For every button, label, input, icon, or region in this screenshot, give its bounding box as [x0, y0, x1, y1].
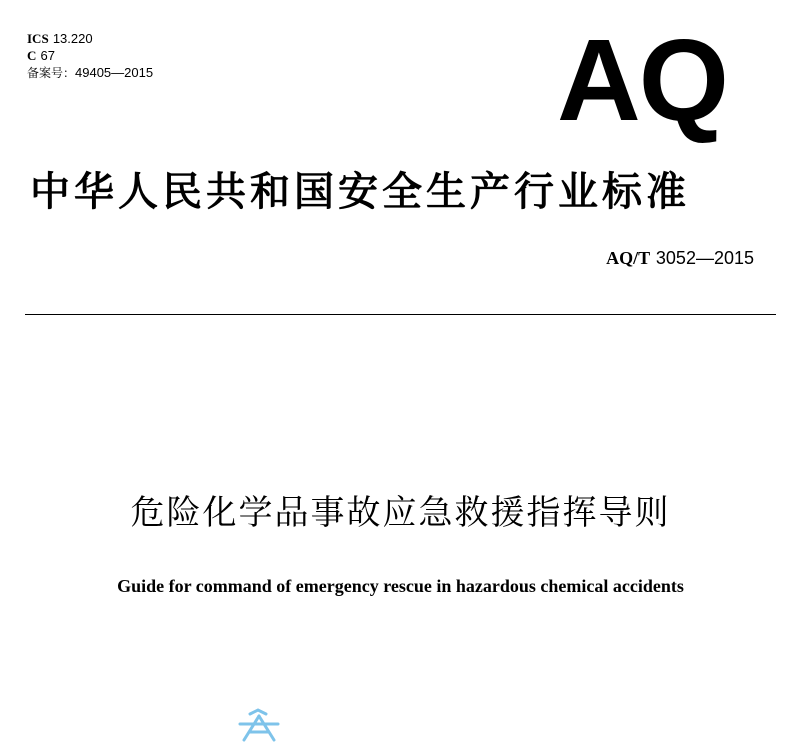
standard-category-title: 中华人民共和国安全生产行业标准	[30, 169, 690, 215]
record-value: 49405—2015	[75, 65, 154, 80]
ccs-label: C	[27, 48, 37, 63]
ics-line	[27, 31, 153, 48]
ccs-value: 67	[40, 48, 55, 63]
ics-label: ICS	[27, 31, 49, 46]
standard-code	[606, 248, 754, 269]
watermark-icon	[228, 708, 290, 742]
record-line	[27, 65, 153, 82]
record-label: 备案号：	[27, 66, 76, 80]
document-title-cn: 危险化学品事故应急救援指挥导则	[130, 493, 671, 533]
ccs-line	[27, 48, 153, 65]
standard-code-number: 3052—2015	[655, 248, 754, 268]
document-title-en: Guide for command of emergency rescue in hazardous chemical accidents	[117, 576, 684, 596]
aq-logo: AQ	[557, 15, 727, 145]
classification-block	[27, 31, 153, 82]
header-divider	[25, 314, 776, 315]
ics-value: 13.220	[52, 31, 93, 46]
standard-code-prefix: AQ/T	[606, 248, 651, 268]
